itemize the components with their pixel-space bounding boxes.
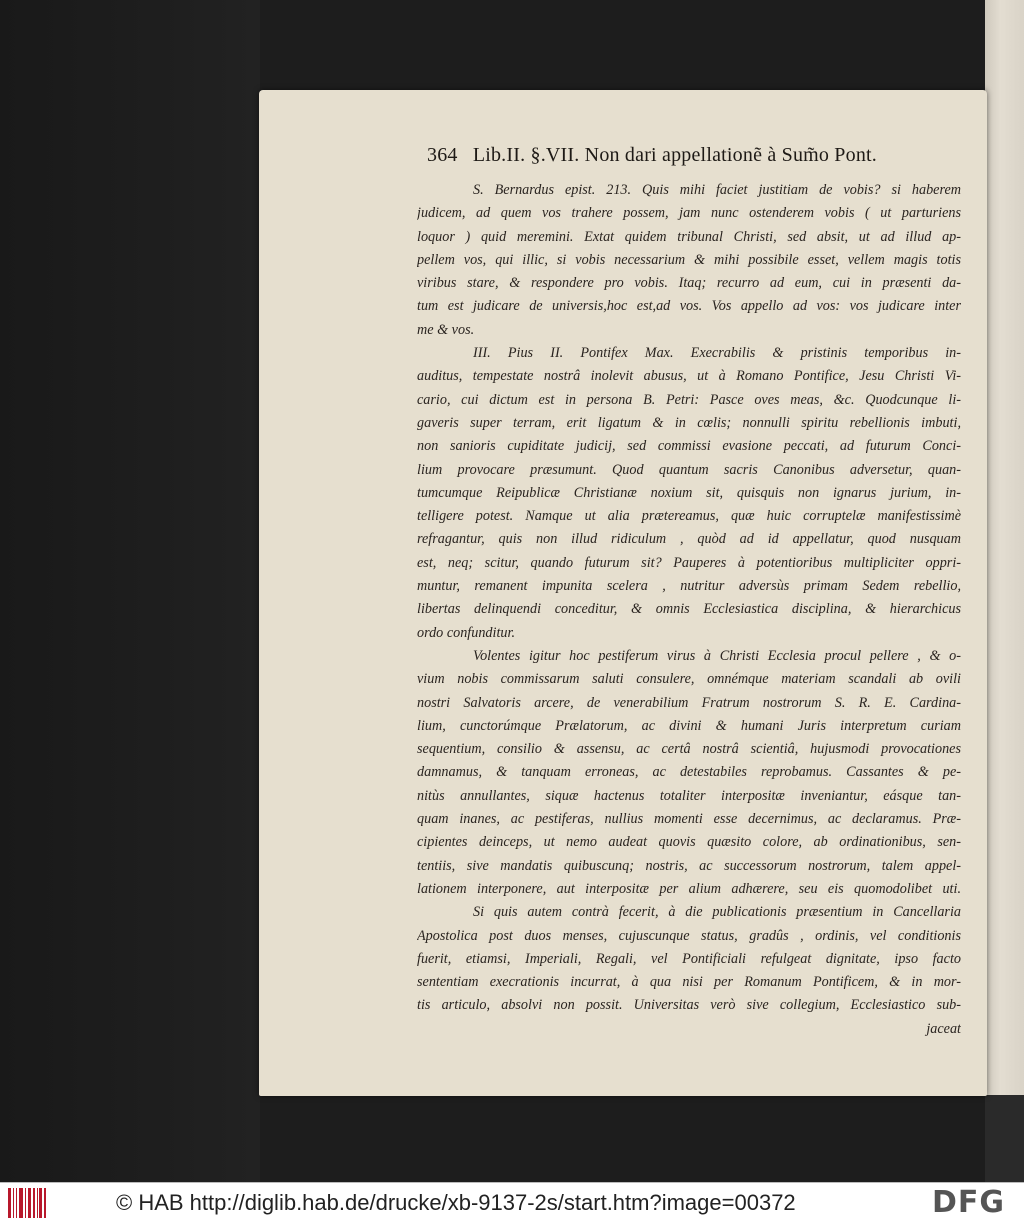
text-line: damnamus, & tanquam erroneas, ac detestabiles reprobamus. Cassantes & pe- bbox=[417, 764, 961, 781]
text-line: viribus stare, & respondere pro vobis. Itaq; recurro ad eum, cui in præsenti da- bbox=[417, 275, 961, 292]
text-line: tis articulo, absolvi non possit. Universitas verò sive collegium, Ecclesiastico sub- bbox=[417, 997, 961, 1014]
text-line: loquor ) quid meremini. Extat quidem tribunal Christi, sed absit, ut ad illud ap- bbox=[417, 228, 961, 245]
text-line: Apostolica post duos menses, cujuscunque status, gradûs , ordinis, vel conditionis bbox=[417, 927, 961, 944]
adjacent-page-edge bbox=[985, 0, 1024, 1182]
text-line: cario, cui dictum est in persona B. Petri: Pasce oves meas, &c. Quodcunque li- bbox=[417, 391, 961, 408]
text-line: lium provocare præsumunt. Quod quantum sacris Canonibus adversetur, quan- bbox=[417, 461, 961, 478]
text-line: jaceat bbox=[926, 1020, 961, 1037]
text-line: gaveris super terram, erit ligatum & in cœlis; nonnulli spiritu rebellionis imbuti, bbox=[417, 414, 961, 431]
text-line: cipientes deinceps, ut nemo audeat quovis quæsito colore, ab ordinationibus, sen- bbox=[417, 834, 961, 851]
barcode-logo-icon bbox=[8, 1188, 48, 1218]
text-line: Si quis autem contrà fecerit, à die publicationis præsentium in Cancellaria bbox=[473, 904, 961, 921]
text-line: judicem, ad quem vos trahere possem, jam nunc ostenderem vobis ( ut parturiens bbox=[417, 205, 961, 222]
text-line: tumcumque Reipublicæ Christianæ noxium sit, quisquis non ignarus jurium, in- bbox=[417, 484, 961, 501]
text-line: muntur, remanent impunita scelera , nutritur adversùs primam Sedem rebellio, bbox=[417, 578, 961, 595]
text-line: ordo confunditur. bbox=[417, 624, 516, 641]
text-line: me & vos. bbox=[417, 321, 475, 338]
text-line: lationem interponere, aut interpositæ per alium adhærere, seu eis quomodolibet uti. bbox=[417, 880, 961, 897]
scan-background-left bbox=[0, 0, 260, 1182]
text-line: fuerit, etiamsi, Imperiali, Regali, vel Pontificiali refulgeat dignitate, ipso facto bbox=[417, 950, 961, 967]
text-line: pellem vos, qui illic, si vobis necessarium & mihi possibile esset, vellem magis totis bbox=[417, 251, 961, 268]
text-line: III. Pius II. Pontifex Max. Execrabilis & pristinis temporibus in- bbox=[473, 345, 961, 362]
text-line: sequentium, consilio & assensu, ac certâ nostrâ scientiâ, hujusmodi provocationes bbox=[417, 741, 961, 758]
text-line: nitùs annullantes, siquæ hactenus totaliter interpositæ inveniantur, eásque tan- bbox=[417, 787, 961, 804]
text-line: non sanioris cupiditate judicij, sed commissi evasione peccati, ad futurum Conci- bbox=[417, 438, 961, 455]
book-page bbox=[259, 90, 987, 1096]
text-line: tum est judicare de universis,hoc est,ad vos. Vos appello ad vos: vos judicare inter bbox=[417, 298, 961, 315]
text-line: quam inanes, ac pestiferas, nullius momenti esse decernimus, ac declaramus. Præ- bbox=[417, 811, 961, 828]
text-line: nostri Salvatoris arcere, de venerabilium Fratrum nostrorum S. R. E. Cardina- bbox=[417, 694, 961, 711]
running-title: Lib.II. §.VII. Non dari appellationẽ à Sum̃o Pont. bbox=[472, 144, 877, 166]
text-line: est, neq; scitur, quando futurum sit? Pauperes à potentioribus multipliciter oppri- bbox=[417, 554, 961, 571]
text-line: libertas delinquendi conceditur, & omnis Ecclesiastica disciplina, & hierarchicus bbox=[417, 601, 961, 618]
body-text bbox=[417, 179, 961, 1041]
page-header bbox=[427, 144, 967, 167]
text-line: auditus, tempestate nostrâ inolevit abusus, ut à Romano Pontifice, Jesu Christi Vi- bbox=[417, 368, 961, 385]
text-line: tentiis, sive mandatis quibuscunq; nostris, ac successorum nostrorum, talem appel- bbox=[417, 857, 961, 874]
text-line: vium nobis commissarum saluti consulere, omnémque materiam scandali ab ovili bbox=[417, 671, 961, 688]
text-line: S. Bernardus epist. 213. Quis mihi faciet justitiam de vobis? si haberem bbox=[473, 182, 961, 198]
text-line: telligere potest. Namque ut alia prætereamus, quæ huic corruptelæ manifestissimè bbox=[417, 508, 961, 525]
footer-bar bbox=[0, 1182, 1024, 1223]
text-line: sententiam execrationis incurrat, à qua nisi per Romanum Pontificem, & in mor- bbox=[417, 974, 961, 991]
text-line: lium, cunctorúmque Prælatorum, ac divini & humani Juris interpretum curiam bbox=[417, 717, 961, 734]
dfg-logo: DFG bbox=[932, 1185, 1006, 1220]
page-number: 364 bbox=[427, 144, 458, 166]
text-line: Volentes igitur hoc pestiferum virus à Christi Ecclesia procul pellere , & o- bbox=[473, 647, 961, 664]
copyright-url[interactable]: © HAB http://diglib.hab.de/drucke/xb-9137-2s/start.htm?image=00372 bbox=[116, 1190, 796, 1215]
text-line: refragantur, quis non illud ridiculum , quòd ad id appellatur, quod nusquam bbox=[417, 531, 961, 548]
